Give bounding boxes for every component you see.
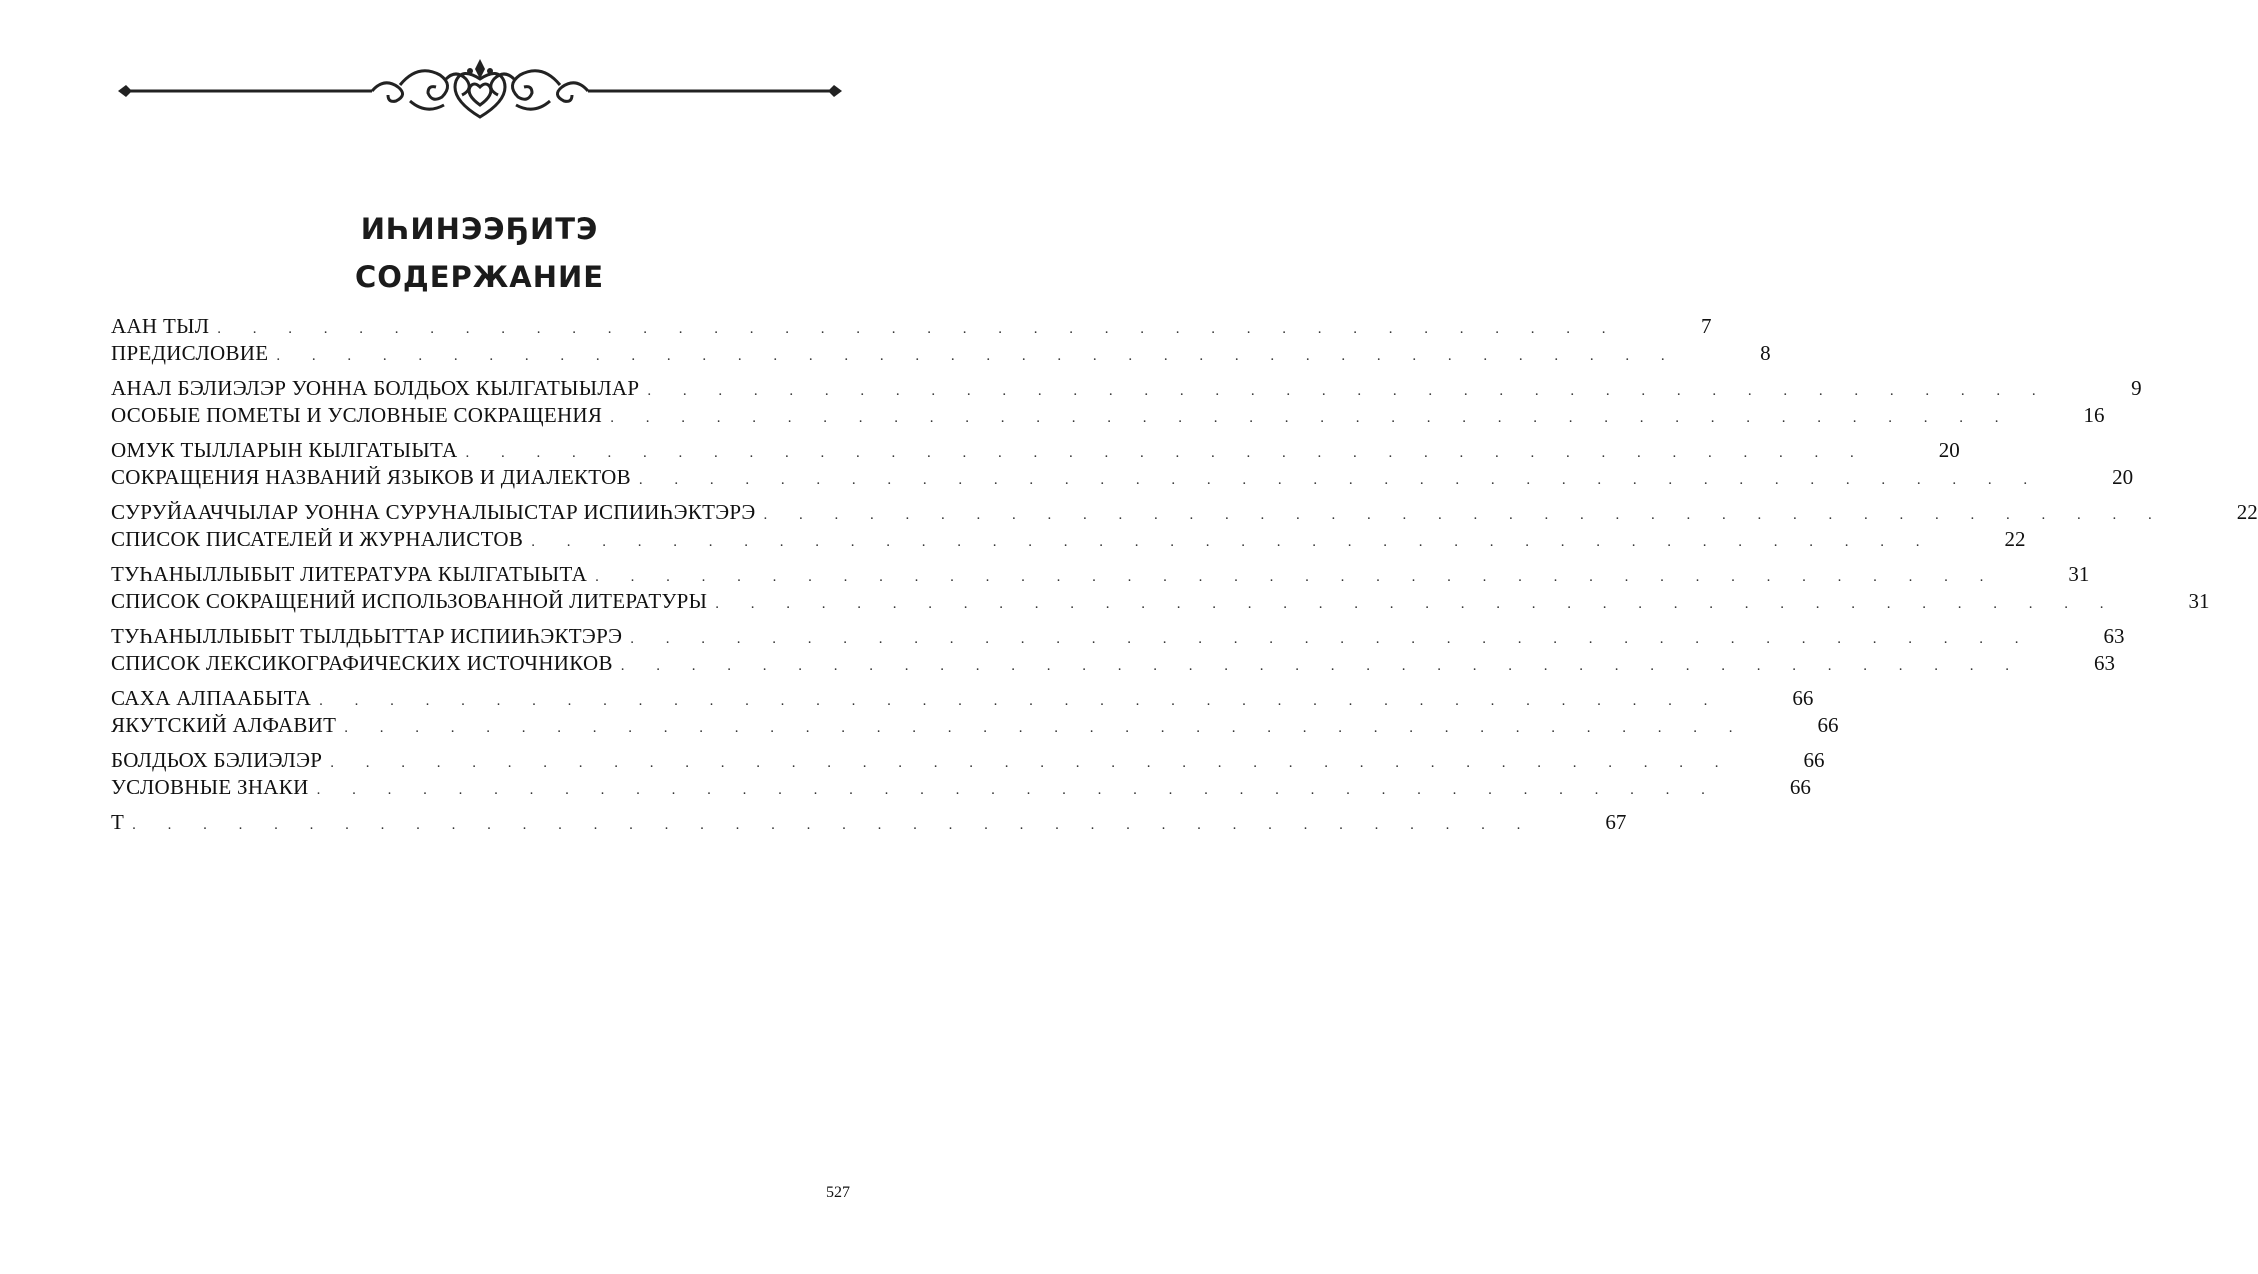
toc-entry-page: 67 bbox=[1605, 810, 1627, 834]
toc-entry-title: СОКРАЩЕНИЯ НАЗВАНИЙ ЯЗЫКОВ И ДИАЛЕКТОВ bbox=[111, 465, 631, 489]
dot-leader: . . . . . . . . . . . . . . . . . . . . . . . . . . . . . . . . . . . . . . . . bbox=[595, 569, 1998, 585]
title-russian: СОДЕРЖАНИЕ bbox=[354, 260, 605, 294]
dot-leader: . . . . . . . . . . . . . . . . . . . . . . . . . . . . . . . . . . . . . . . . bbox=[630, 631, 2033, 647]
toc-entry-page: 20 bbox=[1938, 438, 1960, 462]
toc-group bbox=[111, 747, 1825, 801]
toc-entry-page: 31 bbox=[2188, 589, 2210, 613]
toc-group bbox=[111, 375, 2142, 429]
toc-entry[interactable] bbox=[111, 313, 1712, 340]
table-of-contents bbox=[111, 313, 2258, 844]
toc-group bbox=[111, 499, 2258, 553]
toc-entry-title: СПИСОК ПИСАТЕЛЕЙ И ЖУРНАЛИСТОВ bbox=[111, 527, 524, 551]
toc-entry-title: ЯКУТСКИЙ АЛФАВИТ bbox=[111, 713, 337, 737]
toc-entry-title: ТУҺАНЫЛЛЫБЫТ ЛИТЕРАТУРА КЫЛГАТЫЫТА bbox=[111, 562, 588, 586]
dot-leader: . . . . . . . . . . . . . . . . . . . . . . . . . . . . . . . . . . . . . . . . bbox=[132, 817, 1535, 833]
dot-leader: . . . . . . . . . . . . . . . . . . . . . . . . . . . . . . . . . . . . . . . . bbox=[715, 596, 2118, 612]
toc-group bbox=[111, 313, 1771, 367]
title-sakha: ИҺИНЭЭҔИТЭ bbox=[360, 212, 599, 246]
toc-entry-page: 66 bbox=[1792, 686, 1814, 710]
toc-entry[interactable] bbox=[111, 402, 2105, 429]
toc-entry-title: АНАЛ БЭЛИЭЛЭР УОННА БОЛДЬОХ КЫЛГАТЫЫЛАР bbox=[111, 376, 640, 400]
toc-entry-title: СПИСОК СОКРАЩЕНИЙ ИСПОЛЬЗОВАННОЙ ЛИТЕРАТУРЫ bbox=[111, 589, 708, 613]
toc-entry[interactable] bbox=[111, 561, 2090, 588]
dot-leader: . . . . . . . . . . . . . . . . . . . . . . . . . . . . . . . . . . . . . . . . bbox=[531, 534, 1934, 550]
toc-entry[interactable] bbox=[111, 437, 1960, 464]
toc-entry-title: УСЛОВНЫЕ ЗНАКИ bbox=[111, 775, 309, 799]
toc-entry-page: 31 bbox=[2068, 562, 2090, 586]
toc-entry-page: 8 bbox=[1760, 341, 1771, 365]
contents-heading bbox=[0, 205, 959, 301]
toc-entry-page: 9 bbox=[2131, 376, 2142, 400]
toc-entry-title: ТУҺАНЫЛЛЫБЫТ ТЫЛДЬЫТТАР ИСПИИҺЭКТЭРЭ bbox=[111, 624, 623, 648]
page-number: 527 bbox=[826, 1184, 850, 1201]
toc-entry-page: 66 bbox=[1803, 748, 1825, 772]
toc-entry-title: ПРЕДИСЛОВИЕ bbox=[111, 341, 269, 365]
toc-entry-page: 63 bbox=[2094, 651, 2115, 675]
toc-entry-title: ААН ТЫЛ bbox=[111, 314, 210, 338]
ornamental-header-divider bbox=[110, 55, 850, 130]
toc-entry[interactable] bbox=[111, 809, 1627, 836]
toc-group bbox=[111, 561, 2210, 615]
toc-entry-page: 66 bbox=[1817, 713, 1839, 737]
toc-group bbox=[111, 623, 2125, 677]
toc-entry-title: ОМУК ТЫЛЛАРЫН КЫЛГАТЫЫТА bbox=[111, 438, 458, 462]
toc-entry-title: СУРУЙААЧЧЫЛАР УОННА СУРУНАЛЫЫСТАР ИСПИИҺЭКТЭРЭ bbox=[111, 500, 756, 524]
toc-group bbox=[111, 437, 2134, 491]
toc-entry[interactable] bbox=[111, 588, 2210, 615]
toc-entry[interactable] bbox=[111, 650, 2115, 677]
toc-entry[interactable] bbox=[111, 499, 2258, 526]
toc-entry-title: БОЛДЬОХ БЭЛИЭЛЭР bbox=[111, 748, 323, 772]
dot-leader: . . . . . . . . . . . . . . . . . . . . . . . . . . . . . . . . . . . . . . . . bbox=[620, 658, 2023, 674]
toc-entry[interactable] bbox=[111, 375, 2142, 402]
toc-entry-title: СПИСОК ЛЕКСИКОГРАФИЧЕСКИХ ИСТОЧНИКОВ bbox=[111, 651, 613, 675]
dot-leader: . . . . . . . . . . . . . . . . . . . . . . . . . . . . . . . . . . . . . . . . bbox=[319, 693, 1722, 709]
toc-entry[interactable] bbox=[111, 747, 1825, 774]
dot-leader: . . . . . . . . . . . . . . . . . . . . . . . . . . . . . . . . . . . . . . . . bbox=[638, 472, 2042, 488]
dot-leader: . . . . . . . . . . . . . . . . . . . . . . . . . . . . . . . . . . . . . . . . bbox=[276, 348, 1679, 364]
toc-entry-page: 22 bbox=[2236, 500, 2258, 524]
toc-entry[interactable] bbox=[111, 623, 2125, 650]
dot-leader: . . . . . . . . . . . . . . . . . . . . . . . . . . . . . . . . . . . . . . . . bbox=[610, 410, 2013, 426]
dot-leader: . . . . . . . . . . . . . . . . . . . . . . . . . . . . . . . . . . . . . . . . bbox=[465, 445, 1868, 461]
toc-entry-page: 16 bbox=[2083, 403, 2105, 427]
toc-entry-page: 66 bbox=[1789, 775, 1811, 799]
dot-leader: . . . . . . . . . . . . . . . . . . . . . . . . . . . . . . . . . . . . . . . . bbox=[344, 720, 1747, 736]
toc-entry-page: 7 bbox=[1700, 314, 1712, 338]
dot-leader: . . . . . . . . . . . . . . . . . . . . . . . . . . . . . . . . . . . . . . . . bbox=[763, 507, 2166, 523]
dot-leader: . . . . . . . . . . . . . . . . . . . . . . . . . . . . . . . . . . . . . . . . bbox=[330, 755, 1733, 771]
toc-entry[interactable] bbox=[111, 774, 1811, 801]
toc-entry[interactable] bbox=[111, 526, 2026, 553]
toc-entry[interactable] bbox=[111, 340, 1771, 367]
toc-entry-title: ОСОБЫЕ ПОМЕТЫ И УСЛОВНЫЕ СОКРАЩЕНИЯ bbox=[111, 403, 603, 427]
toc-entry-page: 22 bbox=[2004, 527, 2026, 551]
dot-leader: . . . . . . . . . . . . . . . . . . . . . . . . . . . . . . . . . . . . . . . . bbox=[316, 782, 1719, 798]
toc-entry[interactable] bbox=[111, 685, 1814, 712]
toc-entry-title: САХА АЛПААБЫТА bbox=[111, 686, 312, 710]
dot-leader: . . . . . . . . . . . . . . . . . . . . . . . . . . . . . . . . . . . . . . . . bbox=[647, 383, 2050, 399]
toc-entry-page: 20 bbox=[2112, 465, 2134, 489]
toc-group bbox=[111, 685, 1839, 739]
toc-entry[interactable] bbox=[111, 712, 1839, 739]
toc-entry-page: 63 bbox=[2103, 624, 2125, 648]
toc-entry[interactable] bbox=[111, 464, 2134, 491]
toc-group bbox=[111, 809, 1627, 836]
dot-leader: . . . . . . . . . . . . . . . . . . . . . . . . . . . . . . . . . . . . . . . . bbox=[217, 321, 1620, 337]
toc-entry-title: Т bbox=[111, 810, 125, 834]
